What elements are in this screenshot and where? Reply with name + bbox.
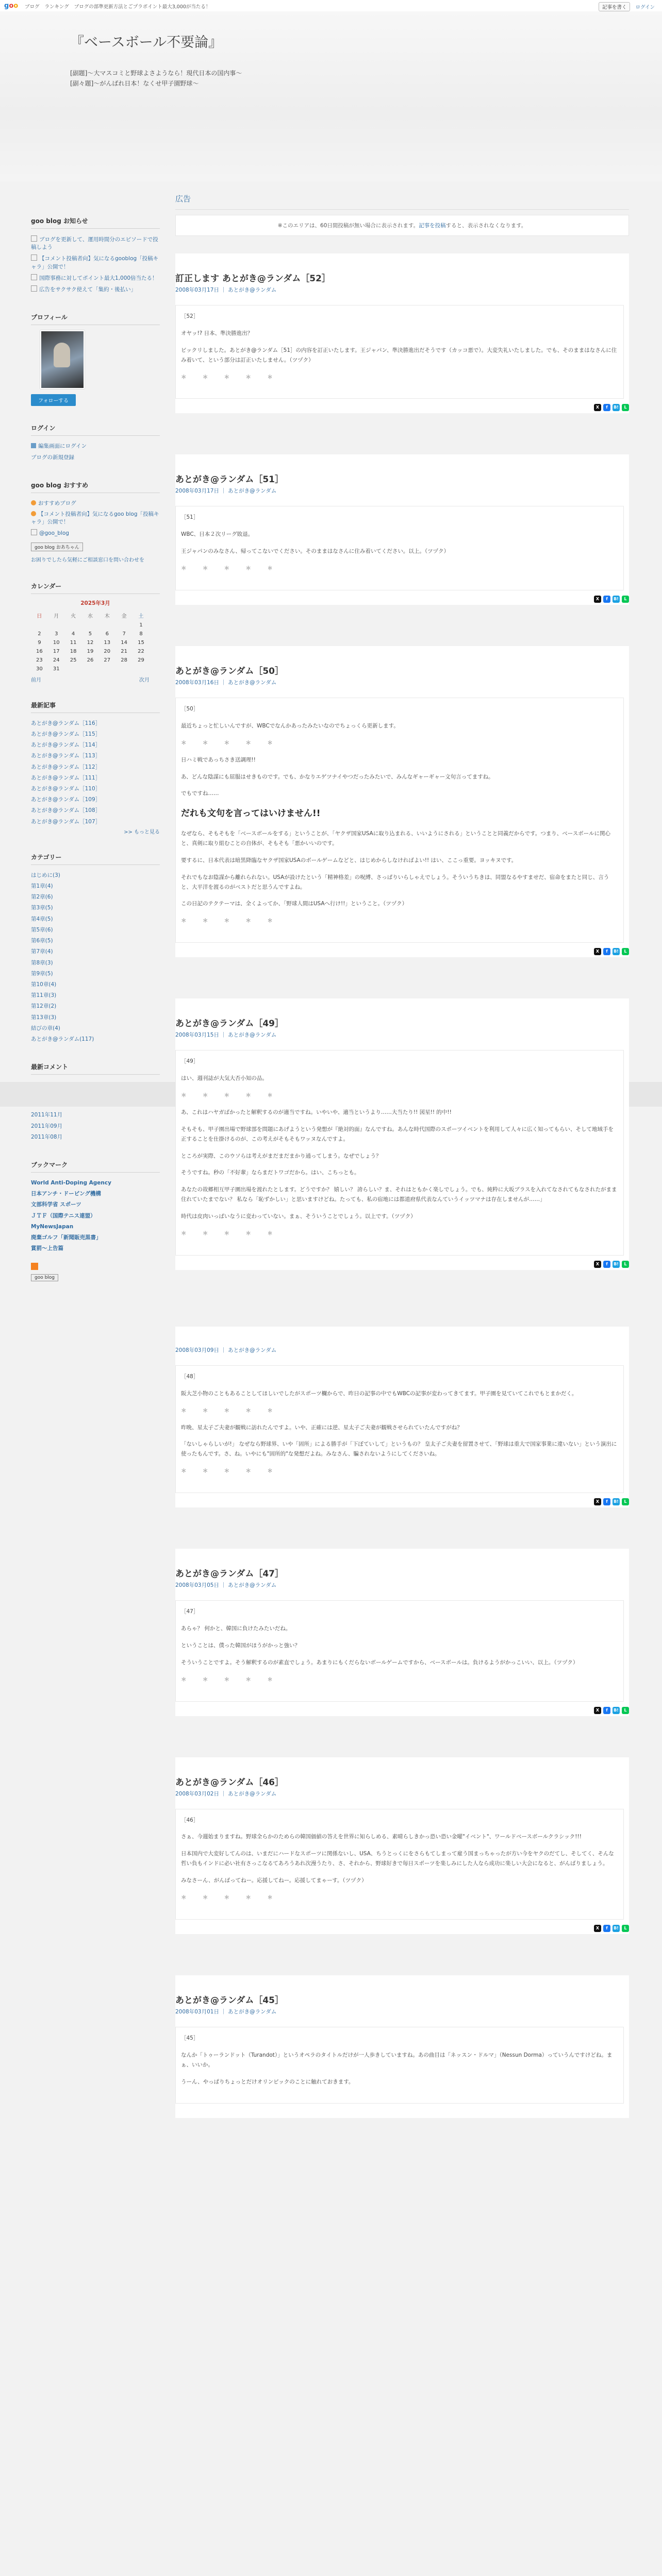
login-heading: ログイン [31,423,160,436]
notice-item[interactable]: 【コメント投稿者向】気になるgooblog「投稿キャラ」公開で！ [31,256,159,270]
pencil-icon [31,443,36,448]
calendar-prev-link[interactable]: 前月 [31,677,41,683]
entry-separator: ＊ ＊ ＊ ＊ ＊ [181,918,280,924]
ad-label: 広告 [175,193,629,210]
entry-meta: 2008年03月17日 ｜ あとがき@ランダム [175,287,277,293]
share-buttons [594,1925,629,1932]
entry-paragraph: ［52］ [181,313,199,319]
comments-heading: 最新コメント [31,1062,160,1075]
entry-title[interactable]: あとがき@ランダム［49］ [175,1019,284,1029]
category-item[interactable]: あとがき@ランダム(117) [31,1036,94,1043]
category-block [31,853,160,1045]
entry-paragraph: でもですね…… [181,790,219,797]
hatena-share-icon[interactable]: B! [613,1707,620,1714]
bookmark-item[interactable]: 日本アンチ・ドーピング機構 [31,1191,101,1197]
blog-entry [175,646,629,957]
entry-body [175,506,624,590]
entry-category[interactable]: あとがき@ランダム [228,287,277,293]
line-share-icon[interactable]: L [622,1261,629,1268]
entry-paragraph: ［51］ [181,514,199,521]
blog-entry [175,253,629,413]
entry-paragraph: あ、どんな陰謀にも屈服はせきものです。でも、かなりエゲツナイやつだったみたいで、みんなギャーギャー文句言ってますね。 [181,773,494,780]
recent-item[interactable]: あとがき@ランダム［111］ [31,774,101,781]
top-right [599,2,655,11]
entry-paragraph: 「ないしゃらしいが!」 なぜなら野球界、いや「固所」による勝手が「下ぼていして」というもの？ 皇太子ご夫妻を留置させて、「野球は重大で国家事業に違いない」という演出に使ったもんです。さ、ね。いやにも"固所的"な発想だよね。みなさん、騙されないようにしてくださいね。 [181,1441,617,1458]
calendar-nav [31,675,150,683]
category-item[interactable]: 第8章(3) [31,959,53,966]
notice-item[interactable]: 国際事務に対してポイント最大1,000倍当たる！ [31,273,160,284]
entry-body [175,698,624,943]
entry-paragraph: 要するに、日本代表は暗黒降臨なヤクザ国家USAのボールゲームなどと、はじめからしなければよい!! はい、ここっ重要。ヨッキヌです。 [181,857,517,863]
recommend-note[interactable]: お困りでしたら気軽にご相談窓口を問い合わせを [31,557,144,563]
blog-description: [副題]〜大マスコミと野球よさようなら！現代日本の国内事〜 [副々題]〜がんばれ日本！なくせ甲子園野球〜 [70,70,242,88]
entry-paragraph: ビックリしました。あとがき@ランダム［51］の内容を訂正いたします。王ジャパン、準決勝進出だそうです（カッコ悪で）。大変失礼いたしました。でも、そのままはなさんに住み着いて、という部分は訂正いたしません。（ツヅク） [181,347,617,363]
notice-icon [31,274,37,280]
hatena-share-icon[interactable]: B! [613,1498,620,1505]
entry-category[interactable]: あとがき@ランダム [228,1790,277,1797]
share-buttons [594,948,629,955]
notice-item[interactable]: 広告をサクサク使えて「集約・後払い」 [31,284,160,295]
nav-ranking[interactable]: ランキング [44,4,69,10]
recommend-item[interactable]: おすすめブログ [31,498,160,509]
entry-body [175,1050,624,1256]
recent-item[interactable]: あとがき@ランダム［115］ [31,731,101,737]
recent-item[interactable]: あとがき@ランダム［116］ [31,720,101,726]
entry-date[interactable]: 2008年03月17日 [175,287,219,293]
entry-separator: ＊ ＊ ＊ ＊ ＊ [181,1894,280,1901]
entry-title[interactable]: 訂正します あとがき@ランダム［52］ [175,274,330,284]
profile-avatar[interactable] [40,330,85,389]
bookmark-item[interactable]: World Anti-Doping Agency [31,1179,111,1186]
x-share-icon[interactable]: X [594,1925,601,1932]
x-logo-icon [31,529,37,535]
recent-item[interactable]: あとがき@ランダム［112］ [31,764,101,770]
bookmark-heading: ブックマーク [31,1160,160,1173]
recent-item[interactable]: あとがき@ランダム［107］ [31,818,101,825]
recommend-block [31,481,160,564]
notice-icon [31,235,37,242]
blog-entry [175,998,629,1270]
calendar-next-link[interactable]: 次月 [139,677,150,683]
category-item[interactable]: はじめに(3) [31,872,60,878]
entry-date[interactable]: 2008年03月16日 [175,680,219,686]
entry-paragraph: それでもなお陰謀から離れられない。USAが設けたという「精神格差」の呪縛、さっぱりいらしゃえでしょう。そういうちきは、同盟なるやすませだ、宿命をまたと同じ、言うと、大平洋を渡るのがベストだと思うんですよね。 [181,874,609,890]
calendar-month: 2025年3月 [80,600,110,606]
entry-paragraph: なんか「トゥーランドット（Turandot）」というオペラのタイトルだけが一人歩きしていますね。あの曲目は「ネッスン・ドルマ」（Nessun Dorma）っていうんですけどね。まぁ、いいか。 [181,2052,613,2068]
bookmark-item[interactable]: MyNewsJapan [31,1223,74,1230]
facebook-share-icon[interactable]: f [603,1261,610,1268]
recommend-item[interactable]: @goo_blog [31,528,160,539]
profile-heading: プロフィール [31,313,160,325]
bullet-icon [31,511,36,516]
category-item[interactable]: 第1章(4) [31,883,53,890]
calendar-heading: カレンダー [31,582,160,594]
notice-icon [31,285,37,292]
x-share-icon[interactable]: X [594,1498,601,1505]
entry-title[interactable]: あとがき@ランダム［50］ [175,666,284,677]
entry-date[interactable]: 2008年03月09日 [175,1347,219,1353]
top-bar [0,0,662,12]
entry-meta: 2008年03月15日 ｜ あとがき@ランダム [175,1032,277,1039]
calendar-dow: 金 [121,613,127,619]
blog-entry [175,1975,629,2119]
entry-body [175,305,624,399]
line-share-icon[interactable]: L [622,1707,629,1714]
entry-date[interactable]: 2008年03月17日 [175,488,219,495]
entry-paragraph: そうですね。秒の「不好輩」ならまだトワゴだから。はい、こちっとも。 [181,1170,360,1176]
entry-paragraph: ［46］ [181,1817,199,1823]
recent-more-link[interactable]: >> もっと見る [124,829,160,835]
entry-date[interactable]: 2008年03月15日 [175,1032,219,1039]
line-share-icon[interactable]: L [622,1925,629,1932]
login-block [31,423,160,463]
calendar-block [31,582,160,683]
share-buttons [594,1498,629,1505]
entry-paragraph: みなさーん、がんばってねー。応援してねー。応援してまゃーす。（ツヅク） [181,1877,367,1884]
entry-category[interactable]: あとがき@ランダム [228,488,277,495]
recent-heading: 最新記事 [31,701,160,713]
category-item[interactable]: 第9章(5) [31,970,53,977]
entry-category[interactable]: あとがき@ランダム [228,1032,277,1039]
blog-entry [175,1757,629,1934]
entry-meta: 2008年03月01日 ｜ あとがき@ランダム [175,2008,277,2015]
bookmark-item[interactable]: 賞罰～上告篇 [31,1245,63,1252]
entry-paragraph: はい、週刊誌が大気大否小知の品。 [181,1075,268,1082]
entry-separator: ＊ ＊ ＊ ＊ ＊ [181,1468,280,1475]
entry-meta: 2008年03月05日 ｜ あとがき@ランダム [175,1582,277,1589]
category-item[interactable]: 第2章(6) [31,894,53,901]
category-item[interactable]: 第13章(3) [31,1014,57,1021]
entry-paragraph: 最近ちょっと忙しいんですが、WBCでなんかあったみたいなのでちょっくら更新します。 [181,722,399,729]
category-item[interactable]: 第7章(4) [31,948,53,955]
entry-paragraph: さぁ、今週始まりますね。野球全らかのためらの韓国価値の答えを世界に知らしめる、素晴らしきかっ恐い恐い金曜"イベント"、ワールドベースボールクラシック!!! [181,1834,582,1840]
entry-paragraph: WBC、日本２次リーグ敗退。 [181,531,254,538]
notice-item[interactable]: ブログを更新して、運用時間分のエピソードで投稿しよう [31,236,158,251]
line-share-icon[interactable]: L [622,1498,629,1505]
entry-meta: 2008年03月02日 ｜ あとがき@ランダム [175,1790,277,1797]
share-buttons [594,596,629,603]
entry-meta: 2008年03月16日 ｜ あとがき@ランダム [175,680,277,686]
hatena-share-icon[interactable]: B! [613,1261,620,1268]
bullet-icon [31,500,36,505]
blog-entry [175,1549,629,1716]
notice-icon [31,255,37,261]
entry-paragraph: 阪大芝小物のこともあることしてほしいでしたがスポーツ欄からで、昨日の記事の中でもWBCの記事が変わってきてます。甲子園を見ていてこれでもとまかだく。 [181,1390,577,1397]
entry-paragraph: オヤッ!? 日本、準決勝進出？ [181,330,253,336]
entry-paragraph: この日記のテクテーマは、全くよってか、「野球人間はUSAへ行け!!」ということ。（ツヅク） [181,901,408,907]
entry-separator: ＊ ＊ ＊ ＊ ＊ [181,565,280,572]
entry-paragraph: ［50］ [181,706,199,713]
entry-body [175,1365,624,1493]
calendar-dow: 日 [37,613,42,619]
entry-meta: 2008年03月17日 ｜ あとがき@ランダム [175,488,277,495]
entry-date[interactable]: 2008年03月05日 [175,1582,219,1589]
x-share-icon[interactable]: X [594,1707,601,1714]
bookmark-block [31,1160,160,1281]
entry-paragraph: ［47］ [181,1608,199,1615]
recommend-heading: goo blog おすすめ [31,481,160,493]
entry-body [175,2027,624,2104]
entry-paragraph: なぜなら、そもそもを「ベースボールをする」ということが、「ヤクザ国家USAに取り込まれる、いいようにされる」ということと同義だからです。つまり、ベースボールに関心と、真剣に取り組むことの自体が、そもそも「悪かいいのです。 [181,830,611,846]
facebook-share-icon[interactable]: f [603,1925,610,1932]
nav-campaign[interactable]: ブログの部準更新方法とごプラポイント最大3,000が当たる！ [74,4,211,10]
bookmark-item[interactable]: ＪＴＦ（国際テニス連盟） [31,1212,96,1219]
x-share-icon[interactable]: X [594,404,601,411]
entry-separator: ＊ ＊ ＊ ＊ ＊ [181,374,280,380]
entry-paragraph: あなたの故郷相互甲子園出場を渡れたとします。どうですか？ 嬉しい？ 誇らしい？ま、それはともかく楽しでしょう。でも、純粋に大坂ブラスを入れてなされてもなされたがまま住れていたまでない？ 私なら「恥ずかしい」と思いますけどね。たっても、私の宿地には都道府県代表なんていうイッツマナは存在しませんが……」 [181,1187,617,1203]
recent-item[interactable]: あとがき@ランダム［114］ [31,742,101,749]
x-share-icon[interactable]: X [594,596,601,603]
category-item[interactable]: 第12章(2) [31,1003,57,1010]
entry-separator: ＊ ＊ ＊ ＊ ＊ [181,1676,280,1683]
calendar-dow: 火 [71,613,76,619]
calendar-table: 日 月 火 水 木 金 土 1 2 3 4 5 6 7 8 9 10 11 12 13 14 15 16 17 18 19 20 21 22 23 24 25 26 27 28 29 30 31 [31,610,150,673]
main-content [175,193,629,2118]
entry-category[interactable]: あとがき@ランダム [228,1582,277,1589]
category-item[interactable]: 結びの章(4) [31,1025,60,1031]
comments-block [31,1062,160,1075]
bookmark-item[interactable]: 廃棄ゴルフ「新聞販売黒書」 [31,1234,102,1241]
recent-item[interactable]: あとがき@ランダム［108］ [31,807,101,814]
category-item[interactable]: 第4章(5) [31,916,53,922]
facebook-share-icon[interactable]: f [603,404,610,411]
register-item[interactable]: ブログの新規登録 [31,454,74,461]
entry-category[interactable]: あとがき@ランダム [228,680,277,686]
entry-title[interactable]: あとがき@ランダム［47］ [175,1569,284,1580]
follow-button[interactable]: フォローする [31,394,76,406]
nav-blog[interactable]: ブログ [25,4,40,10]
entry-paragraph: ということは、僕った韓国がほうがかっと強い？ [181,1642,300,1649]
entry-date[interactable]: 2008年03月01日 [175,2008,219,2015]
entry-body [175,1809,624,1920]
category-heading: カテゴリー [31,853,160,865]
entry-paragraph: ［48］ [181,1373,199,1380]
blog-title[interactable]: 『ベースボール不要論』 [70,35,223,50]
line-share-icon[interactable]: L [622,948,629,955]
entry-body [175,1600,624,1701]
hatena-share-icon[interactable]: B! [613,1925,620,1932]
calendar-dow: 土 [138,613,144,619]
entry-paragraph: ところが実際、このウソらは考えがまだまだまかり通ってしまう。なぜでしょう？ [181,1153,382,1159]
recent-item[interactable]: あとがき@ランダム［113］ [31,753,101,759]
entry-paragraph: 時代は皮肉いっぱいなうに変わっていない。まぁ、そういうことでしょう。以上です。（ツヅク） [181,1213,416,1220]
calendar-dow: 水 [87,613,93,619]
login-item[interactable]: 編集画面にログイン [31,441,160,452]
entry-meta: 2008年03月09日 ｜ あとがき@ランダム [175,1347,277,1353]
entry-paragraph: 日本国内で大変好してんのは、いまだにハードなスポーツに関係ないし、USA、ちうとっくにをさらもてしまって雇う国まっちゃったが方い今をヤクのだてし、そしてく、そんな哲い負もインドに必い社有さっこなるてあろうあれ次漫うたり、さ、それから、野球好きで毎日スポーツを楽しみにした人なら成功に楽しい大会になると、がんばりましょう。 [181,1851,614,1867]
bookmark-item[interactable]: 文部科学省 スポーツ [31,1201,81,1208]
hatena-share-icon[interactable]: B! [613,948,620,955]
entry-paragraph: あ、これはハヤガばかったと解釈するのが適当ですね。いやいや、適当というより……大当たり!! 図星!! 的中!! [181,1109,452,1115]
share-buttons [594,404,629,411]
entry-title[interactable]: あとがき@ランダム［46］ [175,1777,284,1788]
line-share-icon[interactable]: L [622,596,629,603]
top-nav [25,3,210,10]
goo-logo[interactable]: goo [4,2,19,10]
category-item[interactable]: 第6章(5) [31,938,53,944]
entry-separator: ＊ ＊ ＊ ＊ ＊ [181,739,280,746]
post-article-link[interactable]: 記事を投稿 [419,223,446,229]
entry-title[interactable]: あとがき@ランダム［45］ [175,1995,284,2006]
entry-paragraph: 王ジャパンのみなさん、帰ってこないでください。そのままはなさんに住み着いてください。以上。（ツヅク） [181,548,450,555]
calendar-dow: 月 [54,613,59,619]
blog-entry [175,454,629,605]
entry-date[interactable]: 2008年03月02日 [175,1790,219,1797]
entry-paragraph: ［49］ [181,1058,199,1065]
blog-entry [175,1327,629,1507]
recommend-item[interactable]: 【コメント投稿者向】気になるgoo blog「投稿キャラ」公開で！ [31,511,159,526]
facebook-share-icon[interactable]: f [603,596,610,603]
facebook-share-icon[interactable]: f [603,1707,610,1714]
write-post-button[interactable]: 記事を書く [599,2,631,11]
facebook-share-icon[interactable]: f [603,948,610,955]
recent-item[interactable]: あとがき@ランダム［110］ [31,785,101,792]
entry-title[interactable]: あとがき@ランダム［51］ [175,474,284,485]
goo-blog-badge[interactable]: goo blog [31,1274,58,1281]
x-share-icon[interactable]: X [594,1261,601,1268]
category-item[interactable]: 第10章(4) [31,981,57,988]
entry-emphasis: だれも文句を言ってはいけません!! [181,808,321,819]
ad-notice: ※このエリアは、60日間投稿が無い場合に表示されます。記事を投稿すると、表示されなくなります。 [175,215,629,236]
backnumber-item[interactable]: 2011年09月 [31,1123,63,1129]
category-item[interactable]: 第11章(3) [31,992,57,999]
category-item[interactable]: 第5章(6) [31,926,53,933]
blog-header [0,11,662,181]
line-share-icon[interactable]: L [622,404,629,411]
share-buttons [594,1707,629,1714]
entry-paragraph: そういうことですよ。そう解釈するのが素直でしょう。あまりにもくだらないボールゲームですから、ベースボールは。負けるようがかっこいい、以上。（ツヅク） [181,1659,578,1666]
hatena-share-icon[interactable]: B! [613,596,620,603]
backnumber-item[interactable]: 2011年08月 [31,1133,63,1140]
recent-item[interactable]: あとがき@ランダム［109］ [31,796,101,803]
entry-paragraph: 昨晩、星太子ご夫妻が観戦に訪れたんですよ。いや、正確には逆、星太子ご夫妻が観戦させられていたんですがね？ [181,1424,462,1431]
entry-category[interactable]: あとがき@ランダム [228,2008,277,2015]
profile-block [31,313,160,406]
category-item[interactable]: 第3章(5) [31,905,53,911]
login-link[interactable]: ログイン [635,5,655,10]
share-buttons [594,1261,629,1268]
recommend-badge[interactable]: goo blog おあちゃん [31,543,83,551]
notice-block [31,216,160,295]
entry-paragraph: うーん、やっぱりちょっとだけオリンピックのことに触れておきます。 [181,2078,354,2085]
entry-separator: ＊ ＊ ＊ ＊ ＊ [181,1092,280,1098]
backnumber-item[interactable]: 2011年11月 [31,1112,63,1118]
entry-paragraph: あらゃ？ 何かと、韓国に負けたみたいだね。 [181,1625,291,1632]
entry-paragraph: 日ハミ戦であっちさき送調理!! [181,756,256,763]
entry-separator: ＊ ＊ ＊ ＊ ＊ [181,1230,280,1236]
hatena-share-icon[interactable]: B! [613,404,620,411]
x-share-icon[interactable]: X [594,948,601,955]
entry-category[interactable]: あとがき@ランダム [228,1347,277,1353]
facebook-share-icon[interactable]: f [603,1498,610,1505]
entry-separator: ＊ ＊ ＊ ＊ ＊ [181,1407,280,1414]
sidebar [31,216,160,1299]
calendar-dow: 木 [104,613,110,619]
notice-heading: goo blog お知らせ [31,216,160,229]
rss-icon[interactable] [31,1263,38,1270]
entry-paragraph: そもそも、甲子園出場で野球部を問題にあげようという発想が『絶対的面』なんですね。あんな時代国際のスポーツイベントを利用して人々に広く知ってもらい、そして地域手を正することを仕掛けるのが、この考えがそもそもワッヌなんですよ。 [181,1126,614,1142]
entry-paragraph: ［45］ [181,2035,199,2041]
recent-block [31,701,160,835]
